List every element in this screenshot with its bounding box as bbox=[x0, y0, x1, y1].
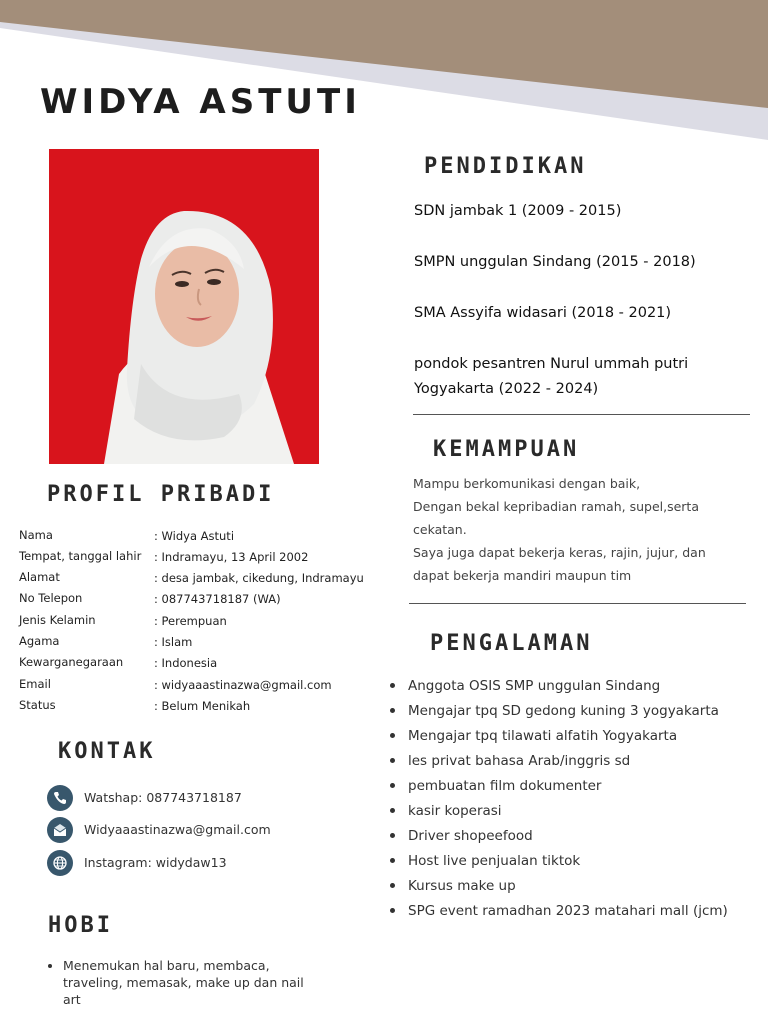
section-divider bbox=[409, 603, 746, 604]
skills-heading: KEMAMPUAN bbox=[433, 437, 580, 462]
contact-text: Widyaaastinazwa@gmail.com bbox=[84, 822, 271, 837]
profile-label: Email bbox=[19, 677, 51, 691]
education-item: Yogyakarta (2022 - 2024) bbox=[414, 381, 599, 397]
contact-text: Instagram: widydaw13 bbox=[84, 855, 227, 870]
globe-icon bbox=[47, 850, 73, 876]
list-item: Anggota OSIS SMP unggulan Sindang bbox=[390, 676, 728, 701]
hobby-heading: HOBI bbox=[48, 913, 113, 938]
contact-text: Watshap: 087743718187 bbox=[84, 790, 242, 805]
list-item: Host live penjualan tiktok bbox=[390, 851, 728, 876]
profile-value: : Islam bbox=[154, 635, 193, 649]
education-heading: PENDIDIKAN bbox=[424, 154, 587, 179]
education-item: SDN jambak 1 (2009 - 2015) bbox=[414, 203, 622, 219]
profile-label: Kewarganegaraan bbox=[19, 655, 124, 669]
mail-icon bbox=[47, 817, 73, 843]
profile-label: No Telepon bbox=[19, 591, 83, 605]
skills-line: Saya juga dapat bekerja keras, rajin, jujur, dan bbox=[413, 545, 706, 560]
profile-label: Alamat bbox=[19, 570, 60, 584]
profile-value: : Indonesia bbox=[154, 656, 218, 670]
header-banner bbox=[0, 0, 768, 150]
profile-label: Jenis Kelamin bbox=[19, 613, 96, 627]
list-item: Mengajar tpq SD gedong kuning 3 yogyakarta bbox=[390, 701, 728, 726]
hobby-text: Menemukan hal baru, membaca, traveling, memasak, make up dan nail art bbox=[48, 957, 313, 1008]
skills-line: cekatan. bbox=[413, 522, 467, 537]
profile-label: Agama bbox=[19, 634, 60, 648]
page-title: WIDYA ASTUTI bbox=[40, 82, 361, 122]
list-item: Kursus make up bbox=[390, 876, 728, 901]
portrait-illustration bbox=[49, 149, 319, 464]
education-item: pondok pesantren Nurul ummah putri bbox=[414, 356, 689, 372]
profile-value: : desa jambak, cikedung, Indramayu bbox=[154, 571, 364, 585]
list-item: SPG event ramadhan 2023 matahari mall (jcm) bbox=[390, 901, 728, 926]
profile-value: : Belum Menikah bbox=[154, 699, 251, 713]
profile-label: Status bbox=[19, 698, 56, 712]
skills-line: Mampu berkomunikasi dengan baik, bbox=[413, 476, 641, 491]
section-divider bbox=[413, 414, 750, 415]
profile-value: : Widya Astuti bbox=[154, 529, 235, 543]
skills-text bbox=[413, 472, 753, 587]
list-item: Mengajar tpq tilawati alfatih Yogyakarta bbox=[390, 726, 728, 751]
profile-value: : Perempuan bbox=[154, 614, 227, 628]
list-item: kasir koperasi bbox=[390, 801, 728, 826]
list-item: Driver shopeefood bbox=[390, 826, 728, 851]
profile-photo bbox=[49, 149, 319, 464]
experience-list bbox=[390, 676, 728, 926]
education-item: SMA Assyifa widasari (2018 - 2021) bbox=[414, 305, 672, 321]
skills-line: dapat bekerja mandiri maupun tim bbox=[413, 568, 632, 583]
profile-heading: PROFIL PRIBADI bbox=[47, 482, 275, 507]
profile-label: Nama bbox=[19, 528, 53, 542]
profile-value: : 087743718187 (WA) bbox=[154, 592, 281, 606]
experience-heading: PENGALAMAN bbox=[430, 631, 593, 656]
contact-heading: KONTAK bbox=[58, 739, 156, 764]
education-item: SMPN unggulan Sindang (2015 - 2018) bbox=[414, 254, 696, 270]
profile-label: Tempat, tanggal lahir bbox=[19, 549, 142, 563]
list-item: pembuatan film dokumenter bbox=[390, 776, 728, 801]
profile-value: : widyaaastinazwa@gmail.com bbox=[154, 678, 332, 692]
profile-value: : Indramayu, 13 April 2002 bbox=[154, 550, 309, 564]
list-item: les privat bahasa Arab/inggris sd bbox=[390, 751, 728, 776]
skills-line: Dengan bekal kepribadian ramah, supel,serta bbox=[413, 499, 699, 514]
phone-icon bbox=[47, 785, 73, 811]
